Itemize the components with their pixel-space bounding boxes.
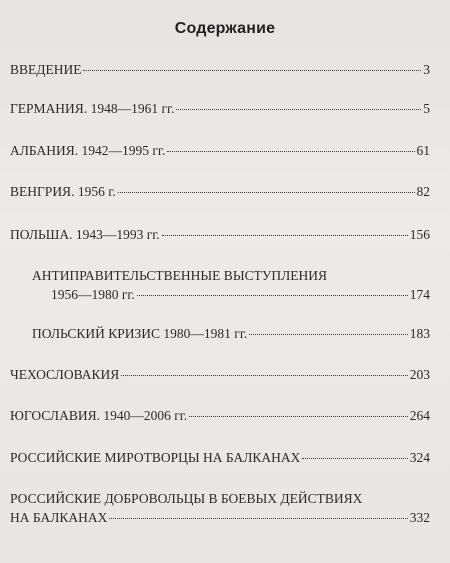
toc-entry-page: 332 <box>409 510 430 525</box>
toc-entry-page: 203 <box>409 367 430 382</box>
toc-entry-label: НА БАЛКАНАХ <box>10 510 108 525</box>
toc-entry-page: 82 <box>416 184 430 199</box>
toc-entry-label-line1: РОССИЙСКИЕ ДОБРОВОЛЬЦЫ В БОЕВЫХ ДЕЙСТВИЯХ <box>10 491 363 506</box>
toc-entry-polish-crisis[interactable] <box>32 326 430 342</box>
toc-entry-label-line1: АНТИПРАВИТЕЛЬСТВЕННЫЕ ВЫСТУПЛЕНИЯ <box>32 268 328 283</box>
toc-entry-albania[interactable] <box>10 143 430 159</box>
toc-entry-page: 5 <box>423 101 430 116</box>
leader-dots <box>302 458 407 459</box>
toc-entry-label: ГЕРМАНИЯ. 1948—1961 гг. <box>10 101 175 116</box>
toc-entry-czechoslovakia[interactable] <box>10 367 430 383</box>
toc-entry-protests[interactable] <box>32 268 430 303</box>
leader-dots <box>189 416 408 417</box>
leader-dots <box>121 375 408 376</box>
toc-entry-page: 174 <box>409 287 430 302</box>
toc-entry-hungary[interactable] <box>10 184 430 200</box>
toc-entry-introduction[interactable] <box>10 62 430 78</box>
toc-entry-label: РОССИЙСКИЕ МИРОТВОРЦЫ НА БАЛКАНАХ <box>10 450 301 465</box>
toc-entry-label: ВВЕДЕНИЕ <box>10 62 82 77</box>
leader-dots <box>118 192 415 193</box>
toc-entry-peacekeepers[interactable] <box>10 450 430 466</box>
toc-entry-label: 1956—1980 гг. <box>51 287 135 302</box>
toc-entry-label: ЮГОСЛАВИЯ. 1940—2006 гг. <box>10 408 188 423</box>
toc-entry-page: 264 <box>409 408 430 423</box>
toc-entry-volunteers[interactable] <box>10 491 430 526</box>
toc-entry-page: 183 <box>409 326 430 341</box>
leader-dots <box>167 151 414 152</box>
leader-dots <box>83 70 421 71</box>
page-title: Содержание <box>174 20 276 37</box>
toc-entry-label: ЧЕХОСЛОВАКИЯ <box>10 367 120 382</box>
toc-entry-label: ПОЛЬША. 1943—1993 гг. <box>10 227 160 242</box>
toc-entry-page: 61 <box>416 143 430 158</box>
toc-entry-page: 3 <box>423 62 430 77</box>
toc-entry-poland[interactable] <box>10 227 430 243</box>
toc-entry-germany[interactable] <box>10 101 430 117</box>
toc-entry-label: ВЕНГРИЯ. 1956 г. <box>10 184 116 199</box>
toc-entry-label: ПОЛЬСКИЙ КРИЗИС 1980—1981 гг. <box>32 326 248 341</box>
leader-dots <box>249 334 408 335</box>
leader-dots <box>162 235 408 236</box>
toc-entry-label: АЛБАНИЯ. 1942—1995 гг. <box>10 143 166 158</box>
toc-entry-yugoslavia[interactable] <box>10 408 430 424</box>
toc-entry-page: 324 <box>409 450 430 465</box>
leader-dots <box>137 295 408 296</box>
toc-entry-page: 156 <box>409 227 430 242</box>
leader-dots <box>109 518 407 519</box>
leader-dots <box>176 109 421 110</box>
